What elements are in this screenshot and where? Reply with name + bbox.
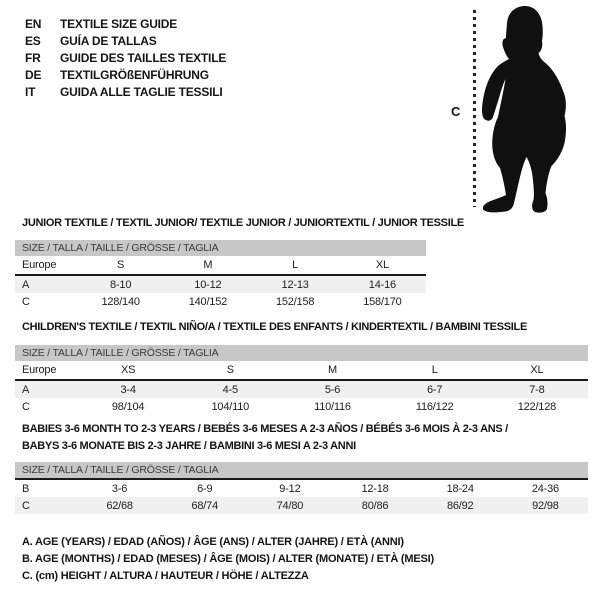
- language-code: FR: [25, 51, 41, 65]
- babies-title-line-2: BABYS 3-6 MONATE BIS 2-3 JAHRE / BAMBINI 3-6 MESI A 2-3 ANNI: [22, 439, 356, 452]
- row-label: A: [22, 278, 30, 291]
- babies-title-line-1: BABIES 3-6 MONTH TO 2-3 YEARS / BEBÉS 3-6 MESES A 2-3 AÑOS / BÉBÉS 3-6 MOIS À 2-3 ANS /: [22, 423, 508, 435]
- height-measure-label: C: [451, 104, 461, 119]
- table-row-a: [15, 275, 426, 293]
- table-row-c: [15, 398, 588, 415]
- language-label: GUIDA ALLE TAGLIE TESSILI: [60, 85, 223, 99]
- footnote-c: C. (cm) HEIGHT / ALTURA / HAUTEUR / HÖHE / ALTEZZA: [22, 570, 309, 582]
- column-header: L: [431, 364, 438, 376]
- cell: 8-10: [110, 278, 132, 291]
- cell: 12-18: [361, 482, 389, 495]
- cell: 74/80: [276, 499, 304, 512]
- column-header: S: [117, 259, 125, 271]
- cell: 10-12: [194, 278, 222, 291]
- language-guide-list: [25, 16, 226, 101]
- cell: 104/110: [211, 400, 250, 413]
- cell: 14-16: [368, 278, 396, 291]
- cell: 116/122: [415, 400, 454, 413]
- row-label: C: [22, 295, 30, 308]
- children-size-header-bar: SIZE / TALLA / TAILLE / GRÖSSE / TAGLIA: [15, 345, 588, 361]
- column-header: S: [226, 364, 234, 376]
- language-row-en: [25, 16, 226, 33]
- junior-size-table: [15, 256, 426, 310]
- column-header: XL: [375, 259, 389, 271]
- table-header-row: [15, 256, 426, 275]
- row-label: C: [22, 499, 30, 512]
- footnote-a: A. AGE (YEARS) / EDAD (AÑOS) / ÂGE (ANS) / ALTER (JAHRE) / ETÀ (ANNI): [22, 536, 404, 548]
- junior-size-header-bar: SIZE / TALLA / TAILLE / GRÖSSE / TAGLIA: [15, 240, 426, 256]
- cell: 9-12: [279, 482, 301, 495]
- cell: 86/92: [446, 499, 474, 512]
- cell: 62/68: [106, 499, 133, 512]
- babies-size-header-bar: SIZE / TALLA / TAILLE / GRÖSSE / TAGLIA: [15, 462, 588, 478]
- language-label: GUÍA DE TALLAS: [60, 34, 157, 48]
- toddler-silhouette-icon: [479, 4, 595, 214]
- cell: 122/128: [517, 400, 557, 413]
- column-header: M: [327, 364, 337, 376]
- cell: 4-5: [222, 383, 238, 396]
- language-label: TEXTILGRÖßENFÜHRUNG: [60, 68, 209, 82]
- cell: 6-9: [197, 482, 213, 495]
- language-code: EN: [25, 17, 42, 31]
- cell: 12-13: [281, 278, 309, 291]
- row-label: B: [22, 482, 30, 495]
- cell: 128/140: [101, 295, 140, 308]
- language-row-de: [25, 67, 226, 84]
- children-table-title: CHILDREN'S TEXTILE / TEXTIL NIÑO/A / TEXTILE DES ENFANTS / KINDERTEXTIL / BAMBINI TESSILE: [22, 321, 527, 333]
- cell: 6-7: [427, 383, 443, 396]
- column-header: Europe: [22, 259, 57, 271]
- row-label: C: [22, 400, 30, 413]
- cell: 5-6: [324, 383, 341, 396]
- column-header: XS: [120, 364, 136, 376]
- language-row-fr: [25, 50, 226, 67]
- table-row-c: [15, 293, 426, 310]
- cell: 80/86: [361, 499, 389, 512]
- junior-table-title: JUNIOR TEXTILE / TEXTIL JUNIOR/ TEXTILE JUNIOR / JUNIORTEXTIL / JUNIOR TESSILE: [22, 217, 464, 229]
- table-row-b: [15, 479, 588, 497]
- cell: 3-4: [120, 383, 136, 396]
- column-header: L: [292, 259, 299, 271]
- column-header: XL: [530, 364, 544, 376]
- cell: 24-36: [531, 482, 559, 495]
- language-row-es: [25, 33, 226, 50]
- footnotes: [22, 534, 434, 585]
- table-header-row: [15, 361, 588, 380]
- column-header: M: [203, 259, 213, 271]
- row-label: A: [22, 383, 30, 396]
- height-measure-dashed-line: [473, 10, 476, 207]
- language-label: GUIDE DES TAILLES TEXTILE: [60, 51, 227, 65]
- cell: 110/116: [314, 400, 351, 413]
- babies-size-table: [15, 478, 588, 514]
- language-code: IT: [25, 85, 36, 99]
- language-row-it: [25, 84, 226, 101]
- cell: 140/152: [188, 295, 228, 308]
- cell: 92/98: [532, 499, 559, 512]
- cell: 98/104: [111, 400, 145, 413]
- table-row-a: [15, 380, 588, 398]
- table-row-c: [15, 497, 588, 514]
- cell: 3-6: [111, 482, 128, 495]
- footnote-b: B. AGE (MONTHS) / EDAD (MESES) / ÂGE (MOIS) / ALTER (MONATE) / ETÀ (MESI): [22, 553, 434, 565]
- language-code: DE: [25, 68, 42, 82]
- column-header: Europe: [22, 364, 57, 376]
- babies-table-title: [22, 421, 508, 454]
- cell: 158/170: [363, 295, 402, 308]
- language-code: ES: [25, 34, 41, 48]
- cell: 68/74: [191, 499, 218, 512]
- cell: 7-8: [529, 383, 545, 396]
- children-size-table: [15, 361, 588, 415]
- language-label: TEXTILE SIZE GUIDE: [60, 17, 178, 31]
- cell: 18-24: [446, 482, 474, 495]
- cell: 152/158: [275, 295, 315, 308]
